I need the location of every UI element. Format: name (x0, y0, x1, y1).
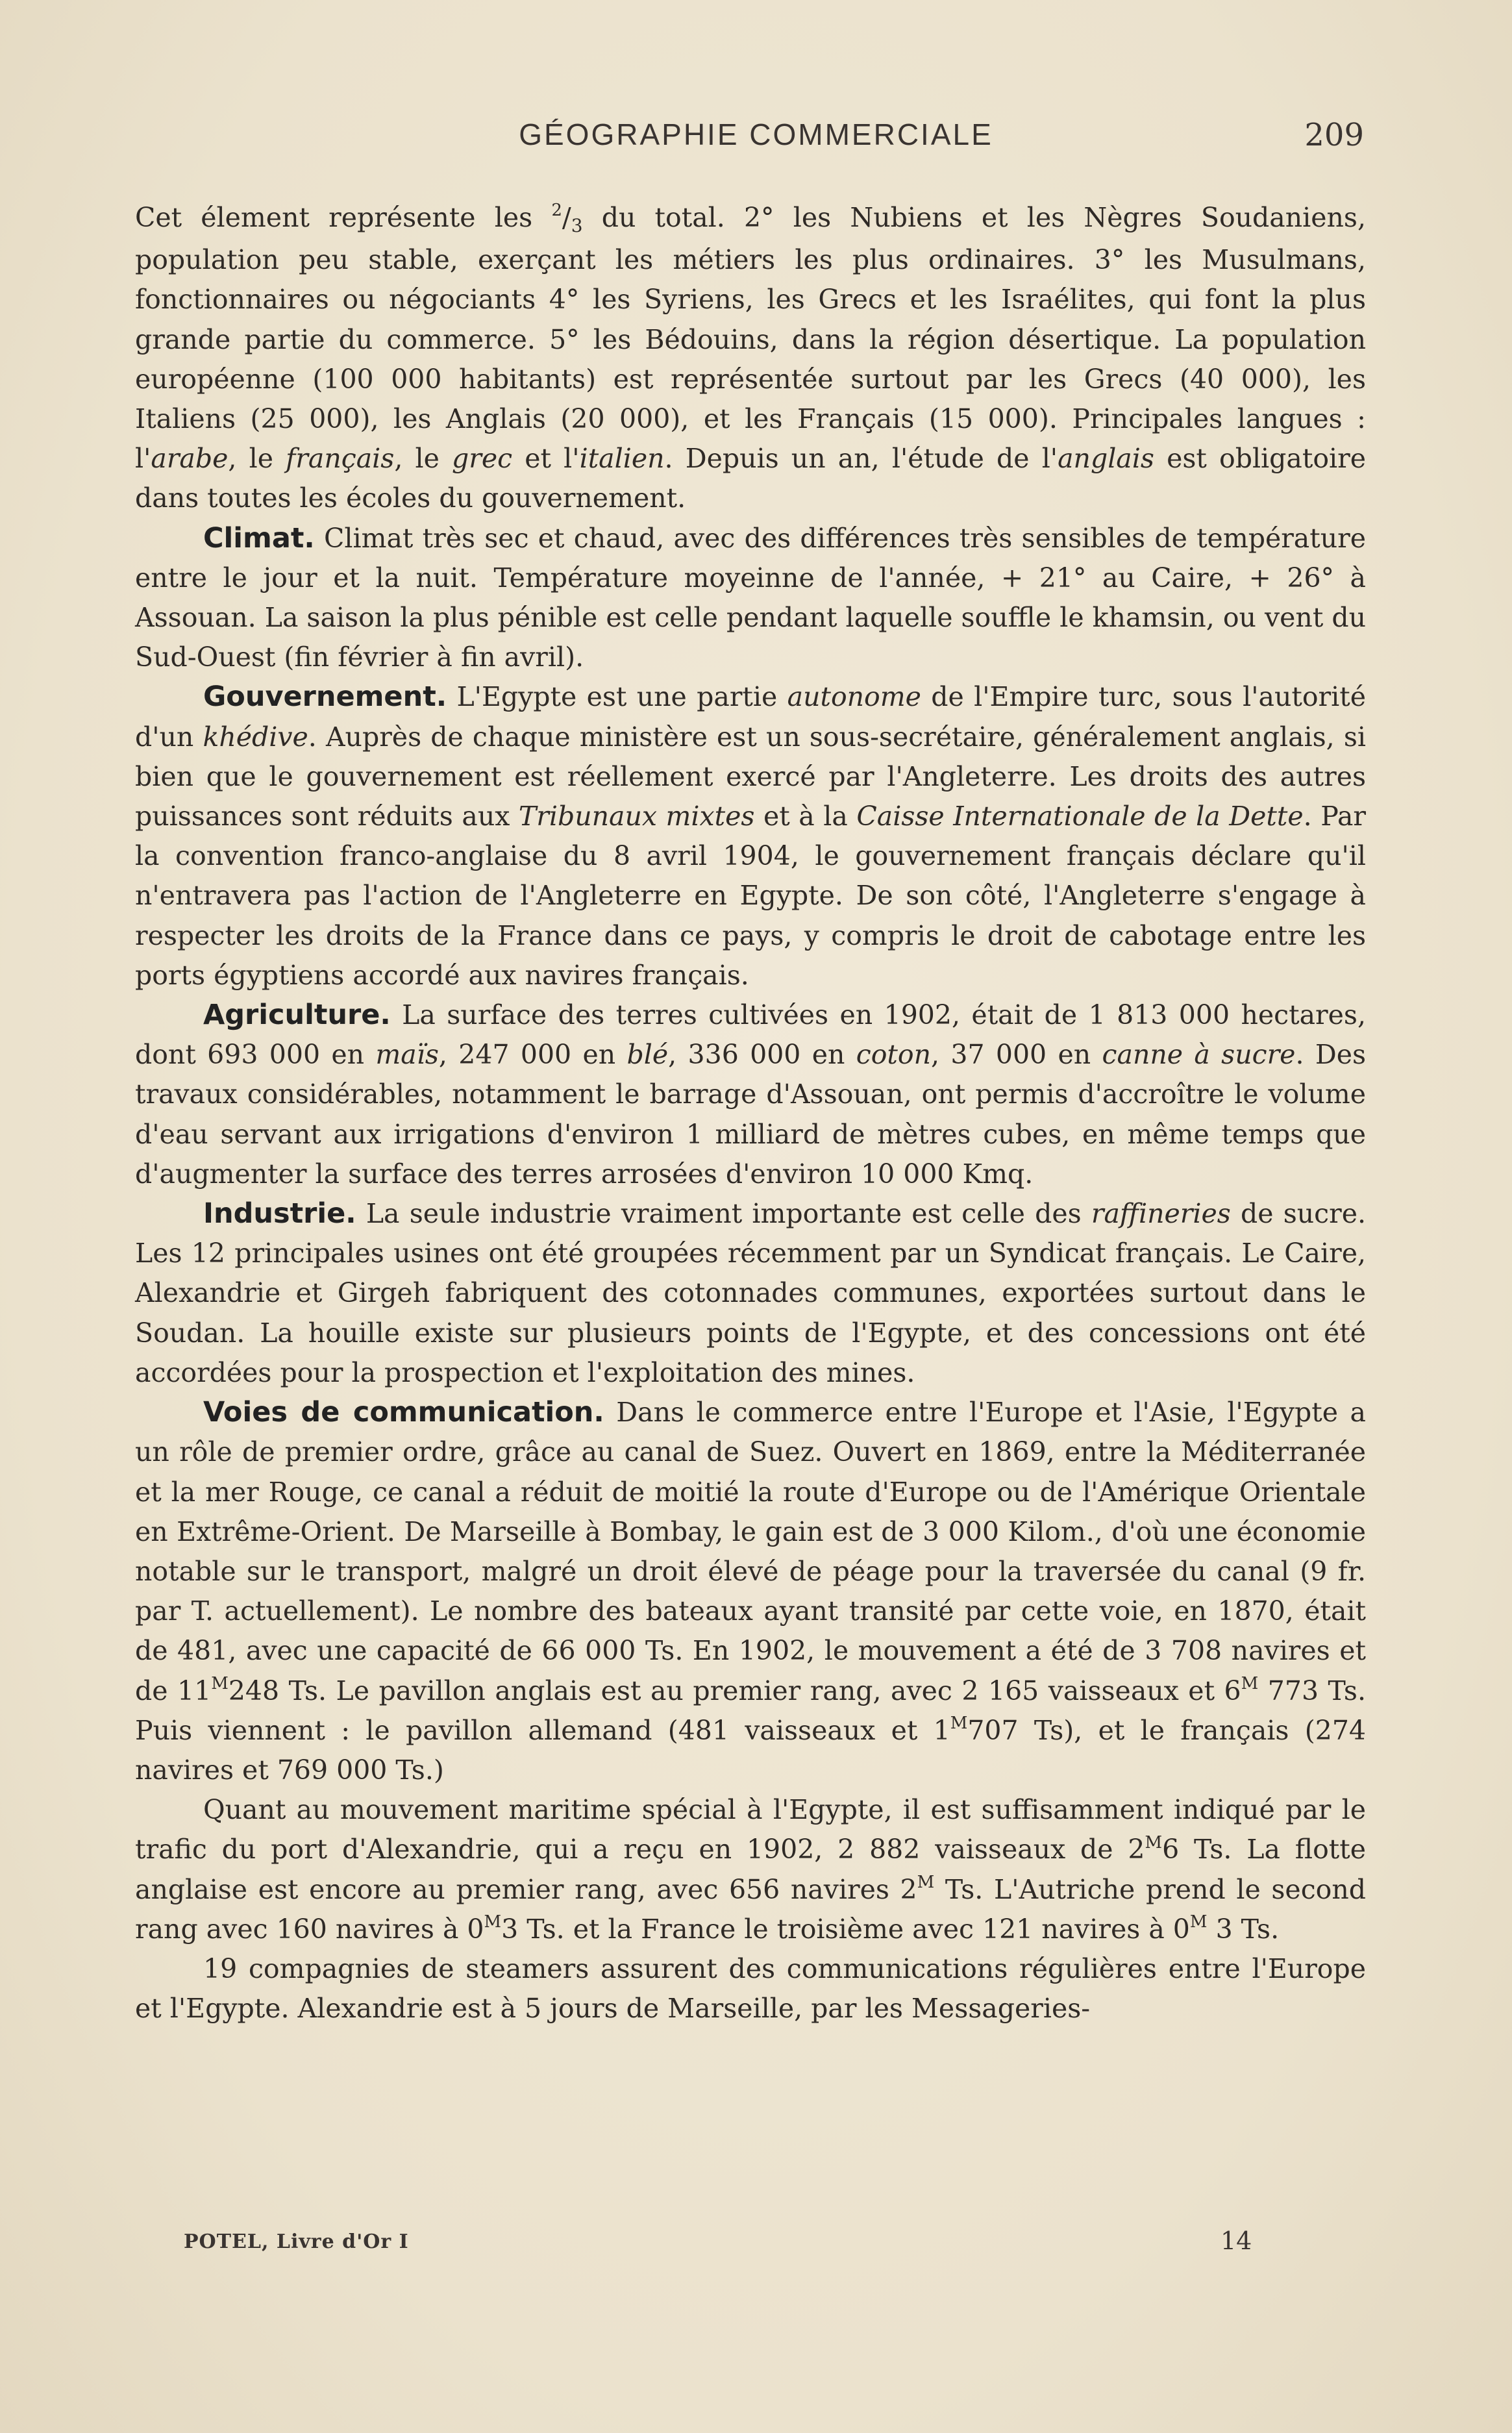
text-run: 3 Ts. et la France le troisième avec 121 navires à 0 (501, 1913, 1190, 1945)
text-run: La surface des terres cultivées en 1902, était de 1 813 000 hectares, dont 693 000 en (135, 999, 1366, 1071)
italic-term: grec (452, 443, 513, 475)
section-heading-industrie: Industrie. (203, 1197, 356, 1230)
text-run: , 247 000 en (438, 1039, 627, 1071)
text-run: du total. 2° les Nubiens et les Nègres Soudaniens, population peu stable, exerçant les métiers les plus ordinaires. 3° les Musulmans, fonctionnaires ou négociants 4° les Syriens, les Grecs et les Israélites, qui font la plus grande partie du commerce. 5° les Bédouins, dans la région désertique. La population européenne (100 000 habitants) est représentée surtout par les Grecs (40 000), les Italiens (25 000), les Anglais (20 000), et les Français (15 000). Principales langues : l' (135, 202, 1366, 475)
text-run: . Auprès de chaque ministère est un sous-secrétaire, généralement anglais, si bien que le gouvernement est réellement exercé par l'Angleterre. Les droits des autres puissances sont réduits aux (135, 721, 1366, 832)
text-run: La seule industrie vraiment importante est celle des (356, 1198, 1091, 1230)
italic-term: maïs (375, 1039, 439, 1071)
text-run: Quant au mouvement maritime spécial à l'Egypte, il est suffisamment indiqué par le trafic du port d'Alexandrie, qui a reçu en 1902, 2 882 vaisseaux de 2 (135, 1794, 1366, 1865)
italic-term: coton (856, 1039, 931, 1071)
italic-term: italien (579, 443, 665, 475)
section-heading-gouvernement: Gouvernement. (203, 680, 447, 714)
superscript: M (917, 1872, 935, 1892)
running-title: GÉOGRAPHIE COMMERCIALE (519, 118, 993, 151)
italic-term: raffineries (1091, 1198, 1231, 1230)
text-run: est obligatoire dans toutes les écoles du gouvernement. (135, 443, 1366, 514)
italic-term: français (286, 443, 395, 475)
text-run: Cet élement représente les (135, 202, 552, 233)
paragraph-voies (135, 1393, 1366, 1790)
text-run: 248 Ts. Le pavillon anglais est au premier rang, avec 2 165 vaisseaux et 6 (228, 1675, 1241, 1706)
fraction-denominator: 3 (571, 215, 583, 236)
text-run: . Depuis un an, l'étude de l' (664, 443, 1058, 475)
text-run: et à la (754, 801, 857, 832)
text-run: 6 Ts. La flotte anglaise est encore au premier rang, avec 656 navires 2 (135, 1834, 1367, 1905)
superscript: M (484, 1912, 502, 1932)
page-footer (0, 2227, 1512, 2263)
italic-term: canne à sucre (1102, 1039, 1296, 1071)
paragraph-mouvement (135, 1790, 1366, 1949)
italic-term: Caisse Internationale de la Dette (856, 801, 1304, 832)
italic-term: autonome (787, 681, 921, 713)
paragraph-compagnies (135, 1949, 1366, 2028)
italic-term: arabe (151, 443, 229, 475)
italic-term: blé (626, 1039, 669, 1071)
superscript: M (1241, 1673, 1259, 1693)
paragraph-climat (135, 519, 1366, 678)
text-run: 19 compagnies de steamers assurent des communications régulières entre l'Europe et l'Egypte. Alexandrie est à 5 jours de Marseille, par les Messageries- (135, 1953, 1366, 2025)
text-run: . Par la convention franco-anglaise du 8 avril 1904, le gouvernement français déclare qu'il n'entravera pas l'action de l'Angleterre en Egypte. De son côté, l'Angleterre s'engage à respecter les droits de la France dans ce pays, y compris le droit de cabotage entre les ports égyptiens accordé aux navires français. (135, 801, 1367, 991)
text-run: . Des travaux considérables, notamment le barrage d'Assouan, ont permis d'accroître le volume d'eau servant aux irrigations d'environ 1 milliard de mètres cubes, en même temps que d'augmenter la surface des terres arrosées d'environ 10 000 Kmq. (135, 1039, 1366, 1190)
paragraph-agriculture (135, 995, 1366, 1194)
text-run: 707 Ts), et le français (274 navires et 769 000 Ts.) (135, 1714, 1366, 1786)
text-run: Ts. L'Autriche prend le second rang avec 160 navires à 0 (135, 1873, 1366, 1945)
body-text (135, 198, 1366, 2028)
text-run: L'Egypte est une partie (447, 681, 787, 713)
paragraph-population: Cet élement représente les $^2$/3 du total. 2° les Nubiens et les Nègres Soudaniens, population peu stable, exerçant les métiers les plus ordinaires. 3° les Musulmans, fonctionnaires ou négociants 4° les Syriens, les Grecs et les Israélites, qui font la plus grande partie du commerce. 5° les Bédouins, dans la région désertique. La population européenne (100 000 habitants) est représentée surtout par les Grecs (40 000), les Italiens (25 000), les Anglais (20 000), et les Français (15 000). Principales langues : l'arabe, le français, le grec et l'italien. Depuis un an, l'étude de l'anglais est obligatoire dans toutes les écoles du gouvernement. (135, 201, 1366, 514)
italic-term: anglais (1058, 443, 1154, 475)
superscript: M (1145, 1832, 1163, 1853)
text-run: de sucre. Les 12 principales usines ont été groupées récemment par un Syndicat français. Le Caire, Alexandrie et Girgeh fabriquent des cotonnades communes, exportées surtout dans le Soudan. La houille existe sur plusieurs points de l'Egypte, et des concessions ont été accordées pour la prospection et l'exploitation des mines. (135, 1198, 1366, 1388)
paragraph-gouvernement (135, 677, 1366, 995)
text-run: Climat très sec et chaud, avec des différences très sensibles de température entre le jour et la nuit. Température moyeinne de l'année, + 21° au Caire, + 26° à Assouan. La saison la plus pénible est celle pendant laquelle souffle le khamsin, ou vent du Sud-Ouest (fin février à fin avril). (135, 522, 1366, 673)
superscript: M (1189, 1912, 1208, 1932)
page-number: 209 (1304, 117, 1364, 153)
text-run: et l' (512, 443, 580, 475)
text-run: 3 Ts. (1207, 1913, 1280, 1945)
text-run: , le (394, 443, 452, 475)
superscript: M (211, 1673, 229, 1693)
superscript: M (950, 1714, 968, 1734)
sheet-number: 14 (1221, 2227, 1252, 2255)
footer-signature: POTEL, Livre d'Or I (184, 2230, 409, 2253)
text-run: , 37 000 en (930, 1039, 1102, 1071)
text-run: de l'Empire turc, sous l'autorité d'un (135, 681, 1367, 753)
text-run: Dans le commerce entre l'Europe et l'Asie, l'Egypte a un rôle de premier ordre, grâce au canal de Suez. Ouvert en 1869, entre la Méditerranée et la mer Rouge, ce canal a réduit de moitié la route d'Europe ou de l'Amérique Orientale en Extrême-Orient. De Marseille à Bombay, le gain est de 3 000 Kilom., d'où une économie notable sur le transport, malgré un droit élevé de péage pour la traversée du canal (9 fr. par T. actuellement). Le nombre des bateaux ayant transité par cette voie, en 1870, était de 481, avec une capacité de 66 000 Ts. En 1902, le mouvement a été de 3 708 navires et de 11 (135, 1397, 1367, 1706)
running-header (0, 117, 1512, 162)
section-heading-voies: Voies de communication. (203, 1396, 604, 1429)
fraction-numerator: 2 (551, 201, 562, 221)
text-run: , 336 000 en (668, 1039, 856, 1071)
text-run: 773 Ts. Puis viennent : le pavillon allemand (481 vaisseaux et 1 (135, 1675, 1366, 1746)
paragraph-industrie (135, 1194, 1366, 1393)
section-heading-climat: Climat. (203, 521, 315, 555)
italic-term: khédive (203, 721, 308, 753)
italic-term: Tribunaux mixtes (518, 801, 755, 832)
text-run: , le (228, 443, 286, 475)
section-heading-agriculture: Agriculture. (203, 999, 391, 1032)
